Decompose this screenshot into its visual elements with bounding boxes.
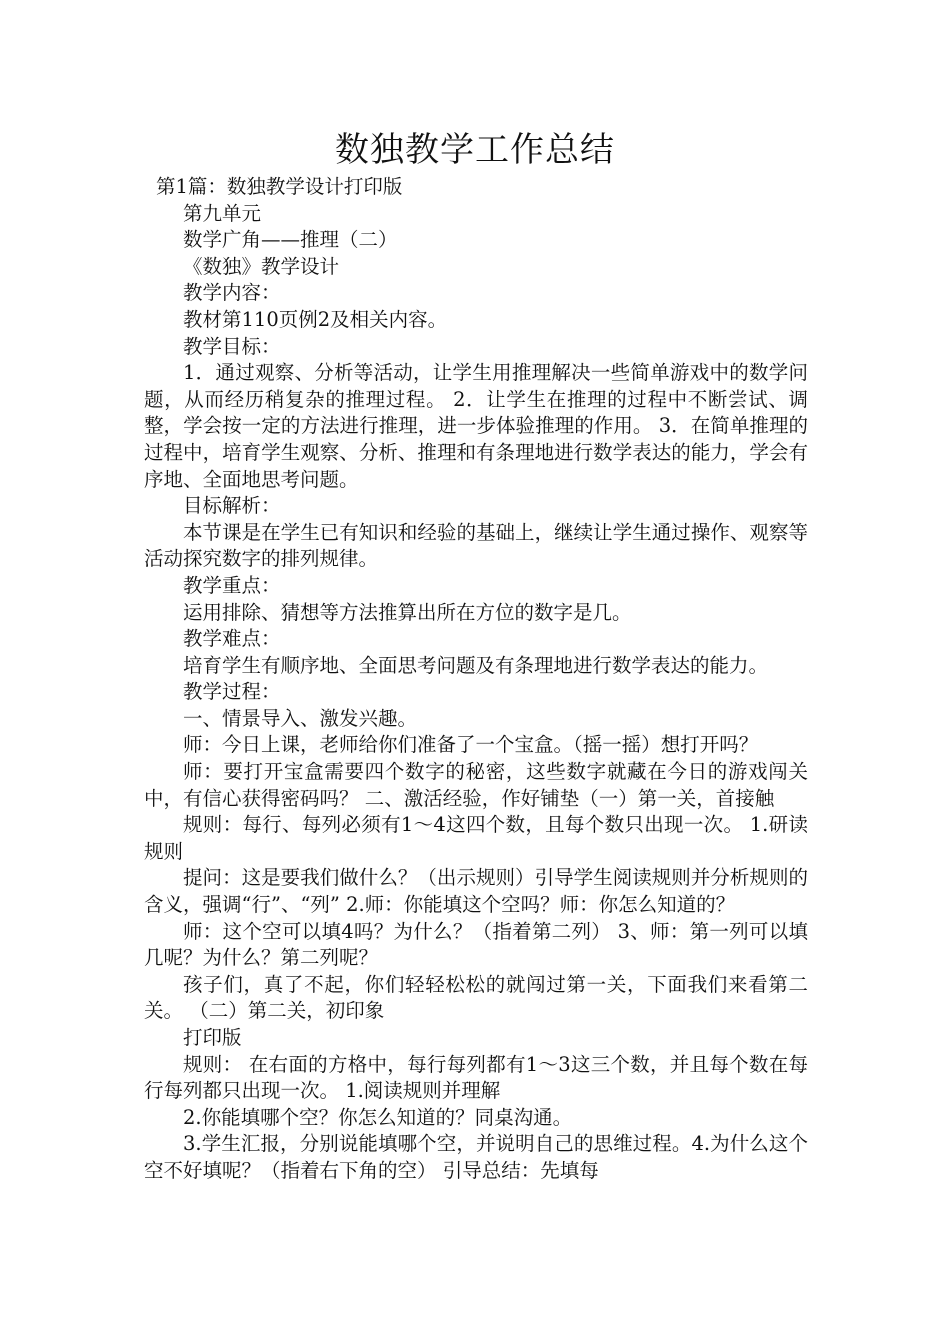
paragraph: 数学广角——推理（二） [183,228,398,252]
paragraph: 培育学生有顺序地、全面思考问题及有条理地进行数学表达的能力。 [183,653,769,677]
paragraph: 师：要打开宝盒需要四个数字的秘密，这些数字就藏在今日的游戏闯关中，有信心获得密码吗？ 二、激活经验，作好铺垫（一）第一关，首接触 [144,760,808,810]
paragraph: 打印版 [183,1026,242,1049]
paragraph: 教学目标： [183,334,281,358]
paragraph: 师：这个空可以填4吗？为什么？（指着第二列） 3、师：第一列可以填几呢？为什么？第二列呢？ [144,919,808,970]
paragraph: 提问：这是要我们做什么？（出示规则）引导学生阅读规则并分析规则的含义，强调“行”、“列” 2.师：你能填这个空吗？师：你怎么知道的？ [144,866,808,917]
paragraph: 3.学生汇报，分别说能填哪个空，并说明自己的思维过程。4.为什么这个空不好填呢？（指着右下角的空） 引导总结：先填每 [144,1132,808,1182]
paragraph: 教学内容： [183,281,281,305]
paragraph: 规则： 在右面的方格中，每行每列都有1～3这三个数，并且每个数在每行每列都只出现一次。 1.阅读规则并理解 [144,1052,808,1103]
paragraph: 教学难点： [183,627,281,651]
paragraph: 师：今日上课，老师给你们准备了一个宝盒。（摇一摇）想打开吗？ [183,733,759,757]
paragraph: 孩子们，真了不起，你们轻轻松松的就闯过第一关，下面我们来看第二关。 （二）第二关，初印象 [144,972,808,1023]
paragraph: 本节课是在学生已有知识和经验的基础上，继续让学生通过操作、观察等活动探究数字的排列规律。 [144,520,808,571]
paragraph: 教学过程： [183,680,281,704]
paragraph: 规则：每行、每列必须有1～4这四个数，且每个数只出现一次。 1.研读规则 [144,813,808,863]
paragraph: 教材第110页例2及相关内容。 [183,307,448,331]
document-body [144,174,808,1185]
paragraph: 一、情景导入、激发兴趣。 [183,706,418,730]
paragraph: 目标解析： [183,494,281,518]
paragraph: 运用排除、猜想等方法推算出所在方位的数字是几。 [183,600,632,624]
paragraph: 第九单元 [183,201,262,225]
paragraph: 1．通过观察、分析等活动，让学生用推理解决一些简单游戏中的数学问题，从而经历稍复杂的推理过程。 2．让学生在推理的过程中不断尝试、调整，学会按一定的方法进行推理，进一步体验推理的作用。 3．在简单推理的过程中，培育学生观察、分析、推理和有条理地进行数学表达的能力，学会有序地、全面地思考问题。 [144,361,808,491]
paragraph: 2.你能填哪个空？你怎么知道的？同桌沟通。 [183,1105,573,1129]
paragraph: 教学重点： [183,573,281,597]
section-heading: 第1篇：数独教学设计打印版 [156,175,403,198]
document-title: 数独教学工作总结 [335,130,615,170]
paragraph: 《数独》教学设计 [183,254,340,278]
